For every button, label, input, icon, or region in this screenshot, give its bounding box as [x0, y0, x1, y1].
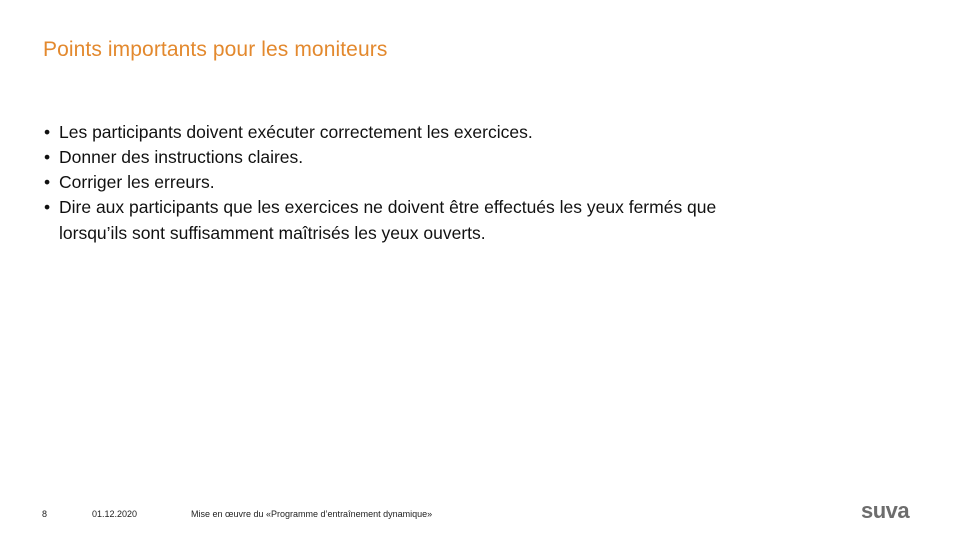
- bullet-item: [44, 169, 744, 195]
- slide-title: Points importants pour les moniteurs: [43, 38, 388, 61]
- bullet-text: Donner des instructions claires.: [59, 147, 304, 167]
- bullet-dot: •: [44, 197, 51, 217]
- bullet-text: Les participants doivent exécuter correctement les exercices.: [59, 122, 533, 142]
- footer-date: 01.12.2020: [92, 509, 138, 519]
- bullet-item: [44, 144, 744, 170]
- bullet-item: [44, 194, 744, 246]
- bullet-list: [44, 120, 744, 246]
- bullet-dot: •: [44, 172, 51, 192]
- page-number: 8: [42, 509, 48, 519]
- bullet-text: Dire aux participants que les exercices ne doivent être effectués les yeux fermés que lorsqu’ils sont suffisamment maîtrisés les yeux ouverts.: [59, 197, 717, 243]
- bullet-item: [44, 119, 744, 145]
- bullet-dot: •: [44, 147, 51, 167]
- bullet-text: Corriger les erreurs.: [59, 172, 215, 192]
- footer-caption: Mise en œuvre du «Programme d’entraînement dynamique»: [191, 509, 433, 519]
- bullet-dot: •: [44, 122, 51, 142]
- suva-logo: suva: [861, 498, 910, 523]
